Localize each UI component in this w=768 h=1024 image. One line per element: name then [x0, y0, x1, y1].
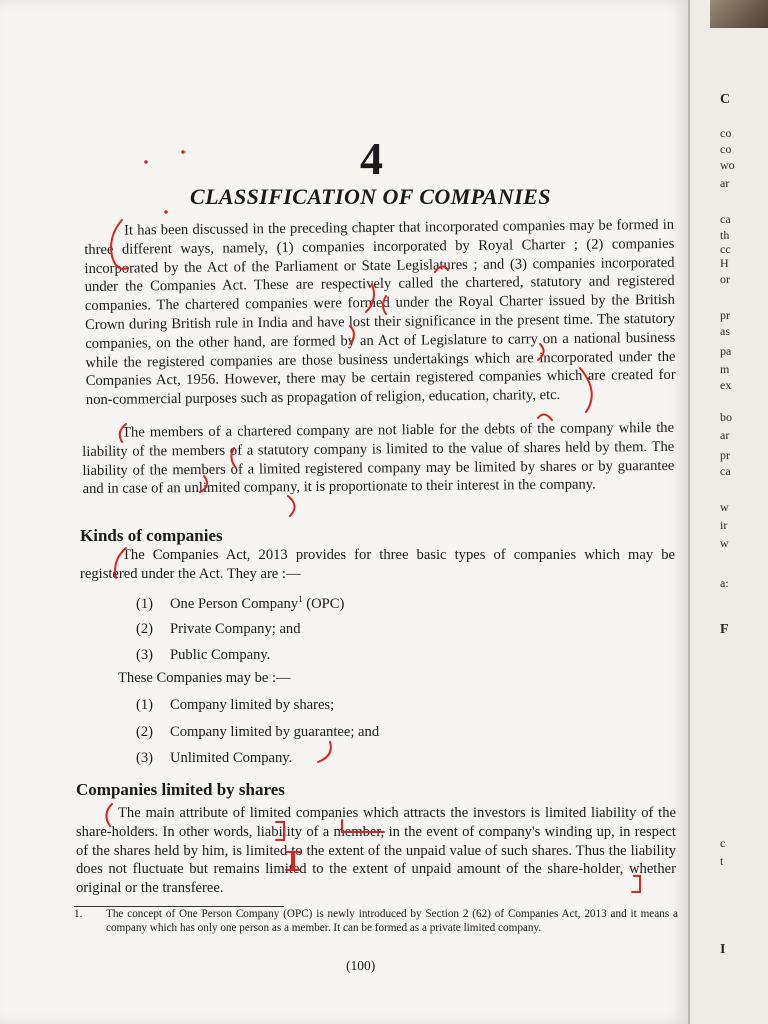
- kinds-intro: The Companies Act, 2013 provides for three basic types of companies which may be registered under the Act. They are :—: [80, 547, 675, 582]
- facing-page-fragment: th: [720, 228, 730, 242]
- desk-corner: [710, 0, 768, 28]
- list-label: Unlimited Company.: [170, 750, 293, 766]
- list-item: [136, 724, 379, 751]
- list-number: (2): [136, 723, 154, 740]
- limitation-list: [136, 697, 379, 777]
- footnote-number: 1.: [74, 908, 83, 920]
- shares-paragraph: The main attribute of limited companies which attracts the investors is limited liability of the share-holders. In other words, liability of a member, in the event of company's winding up, in respect of the shares held by him, is limited to the extent of the unpaid value of such shares. Thus the liability does not fluctuate but remains limited to the extent of unpaid amount of the share-holder, whether original or the transferee.: [76, 805, 676, 897]
- shares-heading: Companies limited by shares: [76, 780, 285, 799]
- facing-page-fragment: pr: [720, 308, 730, 322]
- facing-page-fragment: bo: [720, 410, 732, 424]
- facing-page-fragment: cc: [720, 242, 731, 256]
- company-types-list: [136, 594, 344, 674]
- list-label: Public Company.: [170, 647, 271, 663]
- facing-page-fragment: w: [720, 500, 729, 514]
- facing-page-fragment: pa: [720, 344, 732, 358]
- list-number: (1): [136, 697, 154, 713]
- kinds-heading: Kinds of companies: [80, 526, 223, 545]
- list-item: [136, 621, 344, 648]
- facing-page-fragment: ex: [720, 378, 732, 392]
- facing-page-fragment: pr: [720, 448, 730, 462]
- list-number: (3): [136, 647, 154, 663]
- facing-page-fragment: F: [720, 622, 729, 637]
- facing-page: [688, 0, 768, 1024]
- facing-page-fragment: co: [720, 142, 732, 156]
- footnote-divider: [74, 906, 284, 907]
- list-number: (2): [136, 620, 154, 637]
- list-item: [136, 697, 379, 724]
- list-label: One Person Company: [170, 595, 299, 612]
- facing-page-fragment: ar: [720, 176, 730, 190]
- companies-may-be: These Companies may be :—: [118, 670, 291, 686]
- list-label: Company limited by shares;: [170, 697, 335, 713]
- facing-page-fragment: I: [720, 942, 726, 957]
- list-suffix: (OPC): [302, 595, 345, 612]
- facing-page-fragment: as: [720, 324, 730, 338]
- ink-dot: [164, 210, 168, 214]
- facing-page-fragment: t: [720, 854, 724, 868]
- facing-page-fragment: or: [720, 272, 730, 286]
- facing-page-fragment: ir: [720, 518, 728, 532]
- facing-page-fragment: ar: [720, 428, 730, 442]
- facing-page-fragment: wo: [720, 158, 735, 172]
- list-label: Company limited by guarantee; and: [170, 723, 380, 740]
- footnote: [74, 908, 678, 936]
- footnote-marker: 1: [298, 594, 303, 604]
- footnote-text: The concept of One Person Company (OPC) is newly introduced by Section 2 (62) of Companies Act, 2013 and it means a company which has only one person as a member. It can be formed as a private limited company.: [106, 908, 678, 934]
- intro-paragraph: It has been discussed in the preceding chapter that incorporated companies may be formed in three different ways, namely, (1) companies incorporated by Royal Charter ; (2) companies incorporated by the Act of the Parliament or State Legislatures ; and (3) companies incorporated under the Companies Act. These are respectively called the chartered, statutory and registered companies. The chartered companies were formed under the Royal Charter issued by the British Crown during British rule in India and have lost their significance in the present time. The statutory companies, on the other hand, are formed by an Act of Legislature to carry on a national business while the registered companies are those business undertakings which are incorporated under the Companies Act, 1956. However, there may be certain registered companies which are created for non-commercial purposes such as propagation of religion, education, charity, etc.: [84, 216, 676, 409]
- facing-page-fragment: C: [720, 92, 731, 107]
- ink-dot: [144, 160, 148, 164]
- page-number: (100): [346, 958, 376, 973]
- facing-page-fragment: a:: [720, 576, 729, 590]
- facing-page-fragment: w: [720, 536, 729, 550]
- chapter-title: CLASSIFICATION OF COMPANIES: [190, 184, 551, 209]
- list-label: Private Company; and: [170, 620, 301, 637]
- list-number: (3): [136, 750, 154, 766]
- facing-page-fragment: ca: [720, 212, 731, 226]
- list-number: (1): [136, 595, 154, 612]
- liability-paragraph: The members of a chartered company are not liable for the debts of the company while the liability of the members of a statutory company is limited to the value of shares held by them. The liability of the members of a limited registered company may be limited by shares or by guarantee and in case of an unlimited company, it is proportionate to their interest in the company.: [82, 419, 675, 498]
- facing-page-fragment: m: [720, 362, 730, 376]
- chapter-number: 4: [360, 133, 383, 184]
- facing-page-fragment: ca: [720, 464, 731, 478]
- list-item: [136, 594, 344, 621]
- facing-page-fragment: co: [720, 126, 732, 140]
- facing-page-fragment: c: [720, 836, 726, 850]
- facing-page-fragment: H: [720, 256, 729, 270]
- list-item: [136, 750, 379, 777]
- ink-dot: [181, 150, 185, 154]
- bracket-mark: [288, 496, 295, 516]
